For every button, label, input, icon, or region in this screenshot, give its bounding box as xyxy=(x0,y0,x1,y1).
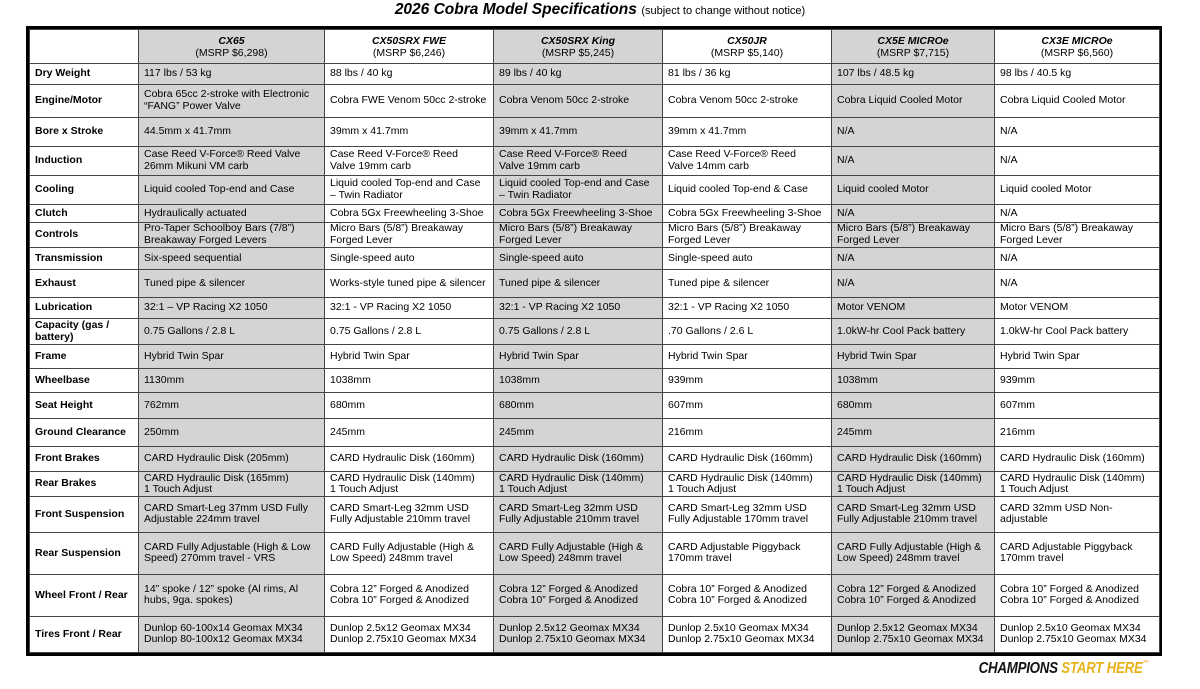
spec-cell: 1038mm xyxy=(494,368,663,393)
spec-cell: 607mm xyxy=(663,393,832,419)
row-label: Dry Weight xyxy=(30,64,139,85)
spec-cell: Hybrid Twin Spar xyxy=(325,345,494,369)
spec-cell: CARD Hydraulic Disk (140mm) 1 Touch Adjust xyxy=(832,472,995,497)
spec-cell: Single-speed auto xyxy=(494,247,663,270)
spec-cell: Cobra 12” Forged & Anodized Cobra 10” Forged & Anodized xyxy=(494,574,663,616)
row-label: Lubrication xyxy=(30,297,139,319)
row-label: Front Suspension xyxy=(30,496,139,532)
spec-cell: 245mm xyxy=(832,418,995,446)
spec-cell: CARD Hydraulic Disk (140mm) 1 Touch Adjust xyxy=(663,472,832,497)
spec-cell: Case Reed V-Force® Reed Valve 19mm carb xyxy=(494,147,663,176)
model-header-2 xyxy=(325,30,494,64)
spec-cell: Tuned pipe & silencer xyxy=(663,270,832,298)
row-label: Front Brakes xyxy=(30,446,139,472)
spec-cell: Micro Bars (5/8”) Breakaway Forged Lever xyxy=(832,223,995,248)
spec-cell: Cobra Venom 50cc 2-stroke xyxy=(663,84,832,118)
spec-cell: N/A xyxy=(995,204,1160,222)
model-header-4 xyxy=(663,30,832,64)
spec-cell: CARD Hydraulic Disk (160mm) xyxy=(663,446,832,472)
model-msrp: (MSRP $6,560) xyxy=(1040,46,1114,59)
spec-cell: Liquid cooled Top-end and Case xyxy=(139,175,325,204)
spec-cell: N/A xyxy=(832,204,995,222)
spec-cell: CARD Adjustable Piggyback 170mm travel xyxy=(995,532,1160,574)
spec-cell: CARD Fully Adjustable (High & Low Speed) 248mm travel xyxy=(494,532,663,574)
row-label: Induction xyxy=(30,147,139,176)
row-label: Wheel Front / Rear xyxy=(30,574,139,616)
spec-cell: 32:1 - VP Racing X2 1050 xyxy=(663,297,832,319)
model-name: CX50SRX FWE xyxy=(371,34,447,47)
champions-logo xyxy=(978,660,1148,678)
row-label: Transmission xyxy=(30,247,139,270)
row-label: Bore x Stroke xyxy=(30,118,139,147)
spec-cell: Cobra 5Gx Freewheeling 3-Shoe xyxy=(325,204,494,222)
spec-cell: CARD Hydraulic Disk (205mm) xyxy=(139,446,325,472)
row-label: Controls xyxy=(30,223,139,248)
spec-cell: Liquid cooled Top-end and Case – Twin Radiator xyxy=(494,175,663,204)
spec-cell: 1038mm xyxy=(832,368,995,393)
row-label: Wheelbase xyxy=(30,368,139,393)
spec-cell: 939mm xyxy=(663,368,832,393)
spec-cell: Single-speed auto xyxy=(325,247,494,270)
spec-cell: Six-speed sequential xyxy=(139,247,325,270)
row-label: Clutch xyxy=(30,204,139,222)
row-label: Ground Clearance xyxy=(30,418,139,446)
spec-cell: 0.75 Gallons / 2.8 L xyxy=(494,319,663,345)
table-row xyxy=(30,118,1160,147)
spec-cell: 0.75 Gallons / 2.8 L xyxy=(139,319,325,345)
spec-cell: CARD Hydraulic Disk (140mm) 1 Touch Adjust xyxy=(494,472,663,497)
row-label: Capacity (gas / battery) xyxy=(30,319,139,345)
row-label: Seat Height xyxy=(30,393,139,419)
spec-cell: Cobra 5Gx Freewheeling 3-Shoe xyxy=(663,204,832,222)
spec-cell: Dunlop 60-100x14 Geomax MX34 Dunlop 80-100x12 Geomax MX34 xyxy=(139,616,325,652)
spec-cell: 32:1 – VP Racing X2 1050 xyxy=(139,297,325,319)
spec-cell: CARD Fully Adjustable (High & Low Speed) 248mm travel xyxy=(325,532,494,574)
header-row xyxy=(30,30,1160,64)
spec-cell: 14” spoke / 12” spoke (Al rims, Al hubs, 9ga. spokes) xyxy=(139,574,325,616)
logo-trademark: ™ xyxy=(1142,660,1148,667)
spec-cell: Micro Bars (5/8”) Breakaway Forged Lever xyxy=(494,223,663,248)
spec-cell: 245mm xyxy=(325,418,494,446)
title-main: 2026 Cobra Model Specifications xyxy=(394,1,637,18)
model-header-3 xyxy=(494,30,663,64)
table-row xyxy=(30,532,1160,574)
model-name: CX65 xyxy=(218,34,245,47)
spec-cell: Dunlop 2.5x10 Geomax MX34 Dunlop 2.75x10 Geomax MX34 xyxy=(995,616,1160,652)
spec-cell: 216mm xyxy=(663,418,832,446)
page-title xyxy=(0,0,1200,22)
table-row xyxy=(30,247,1160,270)
model-header-6 xyxy=(995,30,1160,64)
spec-cell: Hybrid Twin Spar xyxy=(832,345,995,369)
spec-cell: CARD Smart-Leg 32mm USD Fully Adjustable 210mm travel xyxy=(832,496,995,532)
spec-cell: Cobra 12” Forged & Anodized Cobra 10” Forged & Anodized xyxy=(832,574,995,616)
spec-table-frame xyxy=(26,26,1162,656)
spec-cell: Cobra 5Gx Freewheeling 3-Shoe xyxy=(494,204,663,222)
spec-cell: Hydraulically actuated xyxy=(139,204,325,222)
table-row xyxy=(30,345,1160,369)
row-label: Frame xyxy=(30,345,139,369)
spec-cell: Tuned pipe & silencer xyxy=(494,270,663,298)
spec-cell: Pro-Taper Schoolboy Bars (7/8”) Breakaway Forged Levers xyxy=(139,223,325,248)
spec-cell: CARD Hydraulic Disk (160mm) xyxy=(494,446,663,472)
spec-cell: Hybrid Twin Spar xyxy=(494,345,663,369)
spec-cell: Case Reed V-Force® Reed Valve 19mm carb xyxy=(325,147,494,176)
spec-cell: 680mm xyxy=(832,393,995,419)
spec-cell: 107 lbs / 48.5 kg xyxy=(832,64,995,85)
model-header-5 xyxy=(832,30,995,64)
table-row xyxy=(30,368,1160,393)
spec-cell: 0.75 Gallons / 2.8 L xyxy=(325,319,494,345)
spec-cell: CARD Hydraulic Disk (160mm) xyxy=(995,446,1160,472)
table-row xyxy=(30,472,1160,497)
spec-cell: Dunlop 2.5x12 Geomax MX34 Dunlop 2.75x10 Geomax MX34 xyxy=(325,616,494,652)
table-row xyxy=(30,223,1160,248)
spec-cell: N/A xyxy=(832,147,995,176)
spec-cell: Cobra 65cc 2-stroke with Electronic “FANG” Power Valve xyxy=(139,84,325,118)
spec-cell: CARD Fully Adjustable (High & Low Speed) 270mm travel - VRS xyxy=(139,532,325,574)
spec-cell: N/A xyxy=(995,247,1160,270)
table-row xyxy=(30,297,1160,319)
spec-cell: Hybrid Twin Spar xyxy=(663,345,832,369)
spec-cell: 1.0kW-hr Cool Pack battery xyxy=(995,319,1160,345)
spec-cell: Hybrid Twin Spar xyxy=(995,345,1160,369)
spec-cell: 762mm xyxy=(139,393,325,419)
logo-text-champions: CHAMPIONS xyxy=(978,660,1061,677)
spec-cell: Works-style tuned pipe & silencer xyxy=(325,270,494,298)
spec-cell: CARD Smart-Leg 32mm USD Fully Adjustable 210mm travel xyxy=(325,496,494,532)
table-row xyxy=(30,175,1160,204)
spec-cell: Case Reed V-Force® Reed Valve 14mm carb xyxy=(663,147,832,176)
row-label: Rear Brakes xyxy=(30,472,139,497)
spec-cell: Dunlop 2.5x12 Geomax MX34 Dunlop 2.75x10 Geomax MX34 xyxy=(494,616,663,652)
spec-cell: 607mm xyxy=(995,393,1160,419)
spec-cell: CARD Adjustable Piggyback 170mm travel xyxy=(663,532,832,574)
spec-cell: Micro Bars (5/8”) Breakaway Forged Lever xyxy=(663,223,832,248)
spec-cell: Liquid cooled Top-end & Case xyxy=(663,175,832,204)
spec-cell: Motor VENOM xyxy=(995,297,1160,319)
spec-cell: Tuned pipe & silencer xyxy=(139,270,325,298)
spec-cell: N/A xyxy=(995,118,1160,147)
model-name: CX50JR xyxy=(727,34,767,47)
model-msrp: (MSRP $5,140) xyxy=(710,46,784,59)
spec-cell: 1130mm xyxy=(139,368,325,393)
model-header-1 xyxy=(139,30,325,64)
spec-cell: 250mm xyxy=(139,418,325,446)
row-label: Cooling xyxy=(30,175,139,204)
spec-cell: CARD Hydraulic Disk (140mm) 1 Touch Adjust xyxy=(995,472,1160,497)
spec-cell: Liquid cooled Top-end and Case – Twin Radiator xyxy=(325,175,494,204)
spec-cell: 680mm xyxy=(325,393,494,419)
spec-cell: N/A xyxy=(995,270,1160,298)
spec-cell: N/A xyxy=(995,147,1160,176)
spec-cell: CARD Hydraulic Disk (165mm) 1 Touch Adjust xyxy=(139,472,325,497)
spec-cell: 939mm xyxy=(995,368,1160,393)
table-row xyxy=(30,147,1160,176)
spec-cell: CARD Hydraulic Disk (160mm) xyxy=(325,446,494,472)
model-name: CX5E MICROe xyxy=(877,34,949,47)
table-row xyxy=(30,574,1160,616)
model-name: CX3E MICROe xyxy=(1041,34,1113,47)
title-subtitle: (subject to change without notice) xyxy=(641,5,806,17)
spec-cell: 32:1 - VP Racing X2 1050 xyxy=(494,297,663,319)
spec-cell: .70 Gallons / 2.6 L xyxy=(663,319,832,345)
model-msrp: (MSRP $5,245) xyxy=(541,46,615,59)
spec-cell: N/A xyxy=(832,270,995,298)
spec-cell: CARD Hydraulic Disk (160mm) xyxy=(832,446,995,472)
spec-cell: 245mm xyxy=(494,418,663,446)
spec-cell: Micro Bars (5/8”) Breakaway Forged Lever xyxy=(995,223,1160,248)
spec-cell: CARD Smart-Leg 37mm USD Fully Adjustable 224mm travel xyxy=(139,496,325,532)
header-corner-cell xyxy=(30,30,139,64)
spec-cell: Cobra Liquid Cooled Motor xyxy=(995,84,1160,118)
spec-cell: Hybrid Twin Spar xyxy=(139,345,325,369)
table-row xyxy=(30,64,1160,85)
spec-cell: N/A xyxy=(832,118,995,147)
spec-cell: 216mm xyxy=(995,418,1160,446)
spec-cell: Liquid cooled Motor xyxy=(832,175,995,204)
table-row xyxy=(30,204,1160,222)
spec-cell: 98 lbs / 40.5 kg xyxy=(995,64,1160,85)
spec-cell: CARD Smart-Leg 32mm USD Fully Adjustable 210mm travel xyxy=(494,496,663,532)
spec-cell: 44.5mm x 41.7mm xyxy=(139,118,325,147)
spec-cell: N/A xyxy=(832,247,995,270)
spec-cell: 89 lbs / 40 kg xyxy=(494,64,663,85)
spec-cell: Dunlop 2.5x10 Geomax MX34 Dunlop 2.75x10 Geomax MX34 xyxy=(663,616,832,652)
spec-cell: Cobra FWE Venom 50cc 2-stroke xyxy=(325,84,494,118)
model-msrp: (MSRP $6,246) xyxy=(372,46,446,59)
spec-cell: 117 lbs / 53 kg xyxy=(139,64,325,85)
spec-cell: CARD Fully Adjustable (High & Low Speed) 248mm travel xyxy=(832,532,995,574)
spec-cell: 32:1 - VP Racing X2 1050 xyxy=(325,297,494,319)
spec-cell: 81 lbs / 36 kg xyxy=(663,64,832,85)
spec-cell: Single-speed auto xyxy=(663,247,832,270)
spec-cell: Cobra Liquid Cooled Motor xyxy=(832,84,995,118)
row-label: Engine/Motor xyxy=(30,84,139,118)
table-row xyxy=(30,496,1160,532)
spec-cell: CARD Smart-Leg 32mm USD Fully Adjustable 170mm travel xyxy=(663,496,832,532)
table-row xyxy=(30,319,1160,345)
spec-cell: Cobra 10” Forged & Anodized Cobra 10” Forged & Anodized xyxy=(663,574,832,616)
model-msrp: (MSRP $7,715) xyxy=(876,46,950,59)
table-row xyxy=(30,270,1160,298)
spec-cell: Cobra 12” Forged & Anodized Cobra 10” Forged & Anodized xyxy=(325,574,494,616)
row-label: Exhaust xyxy=(30,270,139,298)
spec-cell: Cobra 10” Forged & Anodized Cobra 10” Forged & Anodized xyxy=(995,574,1160,616)
spec-cell: Micro Bars (5/8”) Breakaway Forged Lever xyxy=(325,223,494,248)
row-label: Tires Front / Rear xyxy=(30,616,139,652)
table-row xyxy=(30,446,1160,472)
model-name: CX50SRX King xyxy=(540,34,616,47)
row-label: Rear Suspension xyxy=(30,532,139,574)
spec-table xyxy=(29,29,1160,653)
logo-text-start-here: START HERE xyxy=(1060,660,1143,677)
spec-cell: 1038mm xyxy=(325,368,494,393)
spec-cell: 39mm x 41.7mm xyxy=(494,118,663,147)
table-row xyxy=(30,418,1160,446)
spec-cell: Motor VENOM xyxy=(832,297,995,319)
spec-cell: 39mm x 41.7mm xyxy=(325,118,494,147)
spec-cell: Liquid cooled Motor xyxy=(995,175,1160,204)
spec-cell: CARD Hydraulic Disk (140mm) 1 Touch Adjust xyxy=(325,472,494,497)
spec-cell: 1.0kW-hr Cool Pack battery xyxy=(832,319,995,345)
table-row xyxy=(30,393,1160,419)
table-row xyxy=(30,616,1160,652)
spec-cell: 39mm x 41.7mm xyxy=(663,118,832,147)
spec-cell: Cobra Venom 50cc 2-stroke xyxy=(494,84,663,118)
spec-cell: Case Reed V-Force® Reed Valve 26mm Mikuni VM carb xyxy=(139,147,325,176)
spec-cell: 680mm xyxy=(494,393,663,419)
spec-cell: 88 lbs / 40 kg xyxy=(325,64,494,85)
model-msrp: (MSRP $6,298) xyxy=(195,46,268,59)
spec-cell: Dunlop 2.5x12 Geomax MX34 Dunlop 2.75x10 Geomax MX34 xyxy=(832,616,995,652)
spec-cell: CARD 32mm USD Non- adjustable xyxy=(995,496,1160,532)
table-row xyxy=(30,84,1160,118)
